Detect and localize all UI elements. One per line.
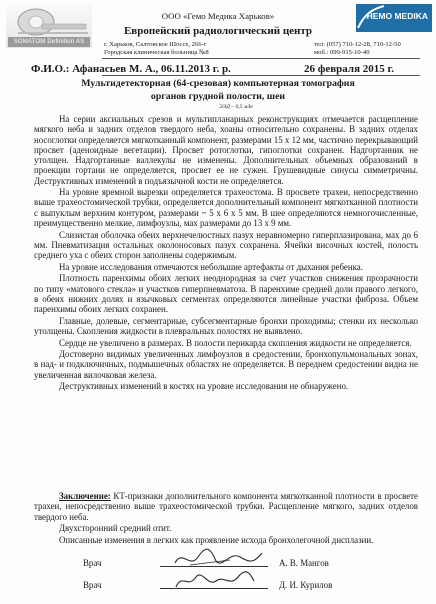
doctor-name: А. В. Мангов [279,558,329,568]
conclusion-paragraph [34,491,418,522]
scanner-brand-label: SOMATOM Definition AS [8,37,90,47]
conclusion-block [34,491,418,546]
doctor-name: Д. И. Курилов [279,580,333,590]
findings-paragraph: На уровне исследования отмечаются небольшие артефакты от дыхания ребенка. [59,261,363,272]
center-title: Европейский радиологический центр [123,25,313,37]
doctor-role: Врач [83,580,102,590]
findings-paragraph: Плотность паренхимы обоих легких неоднородная за счет участков снижения прозрачности по типу «матового стекла» и участков гиперпневматоза. В паренхиме средней доли правого легкого, в обеих нижних долях и язычковых сегментах определяются линейные участки фиброза. Объем паренхимы обоих легких сохранен. [34,273,418,315]
header-divider [102,58,420,59]
hemo-medika-logo [356,4,432,32]
study-subtitle: органов грудной полости, шеи [150,91,286,102]
organization-name: ООО «Гемо Медика Харьков» [161,11,275,21]
findings-paragraph: Достоверно видимых увеличенных лимфоузлов в средостении, бронхопульмональных зонах, в над- и подключичных, подмышечных областях не определяется. В переднем средостении видна не увеличенная вилочковая железа. [34,349,418,380]
conclusion-extra: Двухсторонний средний отит. [59,523,172,534]
report-date: 26 февраля 2015 г. [304,63,395,75]
patient-name: Ф.И.О.: Афанасьев М. А., 06.11.2013 г. р. [31,63,231,75]
dose-label: ЭЭД – 0,5 мЗв [219,104,253,110]
address-block [104,41,209,58]
conclusion-label: Заключение: [59,491,111,501]
findings-paragraph: На серии аксиальных срезов и мультипланарных реконструкциях отмечается расщепление мягкого неба и задних отделов твердого неба, хоаны относительно сохранены. В задних отделах носоглотки определяется мягкотканный компонент, размерами 15 х 12 мм, частично перекрывающий просвет (аденоидные вегетации). Просвет ротоглотки, гипоглотки сохранен. Надгортанник не утолщен. Надгортанные валлекулы не изменены. Дополнительных объемных образований в проекции гортани не определяется, просвет ее не сужен. Грушевидные синусы симметричны. Деструктивных изменений в подъязычной кости не определяется. [34,114,418,186]
conclusion-text: КТ-признаки дополнительного компонента мягкотканной плотности в просвете трахеи, непосредственно выше трахеостомической трубки. Расщепление мягкого, задних отделов твердого неба. [34,491,418,522]
address-line: г. Харьков, Салтовское Шоссе, 266-г [104,41,207,48]
study-title: Мультидетекторная (64-срезовая) компьютерная томография [81,78,355,89]
findings-text [34,114,418,393]
signature-line [160,588,268,589]
conclusion-extra: Описанные изменения в легких как проявление исхода бронхолегочной дисплазии. [59,534,374,545]
address-line: Городская клиническая больница №8 [104,49,209,57]
findings-paragraph: Сердце не увеличено в размерах. В полости перикарда скопления жидкости не определяется. [59,337,412,348]
phone-line: моб.: 099-915-10-40 [314,49,370,57]
findings-paragraph: Слизистая оболочка обеих верхнечелюстных пазух неравномерно гиперплазирована, мах до 6 мм. Пневматизация остальных околоносовых пазух сохранена. Ячейки височных костей, полость среднего уха с обеих сторон заполнены содержимым. [34,229,418,261]
findings-paragraph: На уровне яремной вырезки определяется трахеостома. В просвете трахеи, непосредственно выше трахеостомической трубки, определяется дополнительный компонент мягкотканной плотности с выпуклым верхним контуром, размерами ~ 5 х 6 х 5 мм. В шее определяются немногочисленные, преимущественно мелкие, лимфоузлы, мах размерами до 13 х 9 мм. [34,187,418,228]
handwritten-signature [172,567,257,593]
phone-line: тел: (057) 710-12-28, 710-12-50 [314,41,401,48]
logo-text: HEMO MEDIKA [366,11,428,21]
patient-divider [102,75,420,76]
doctor-role: Врач [83,558,102,568]
findings-paragraph: Главные, долевые, сегментарные, субсегментарные бронхи проходимы; стенки их несколько утолщены. Скопления жидкости в плевральных полостях не выявлено. [34,315,418,336]
phone-block [314,41,401,58]
findings-paragraph: Деструктивных изменений в костях на уровне исследования не обнаружено. [59,381,349,392]
